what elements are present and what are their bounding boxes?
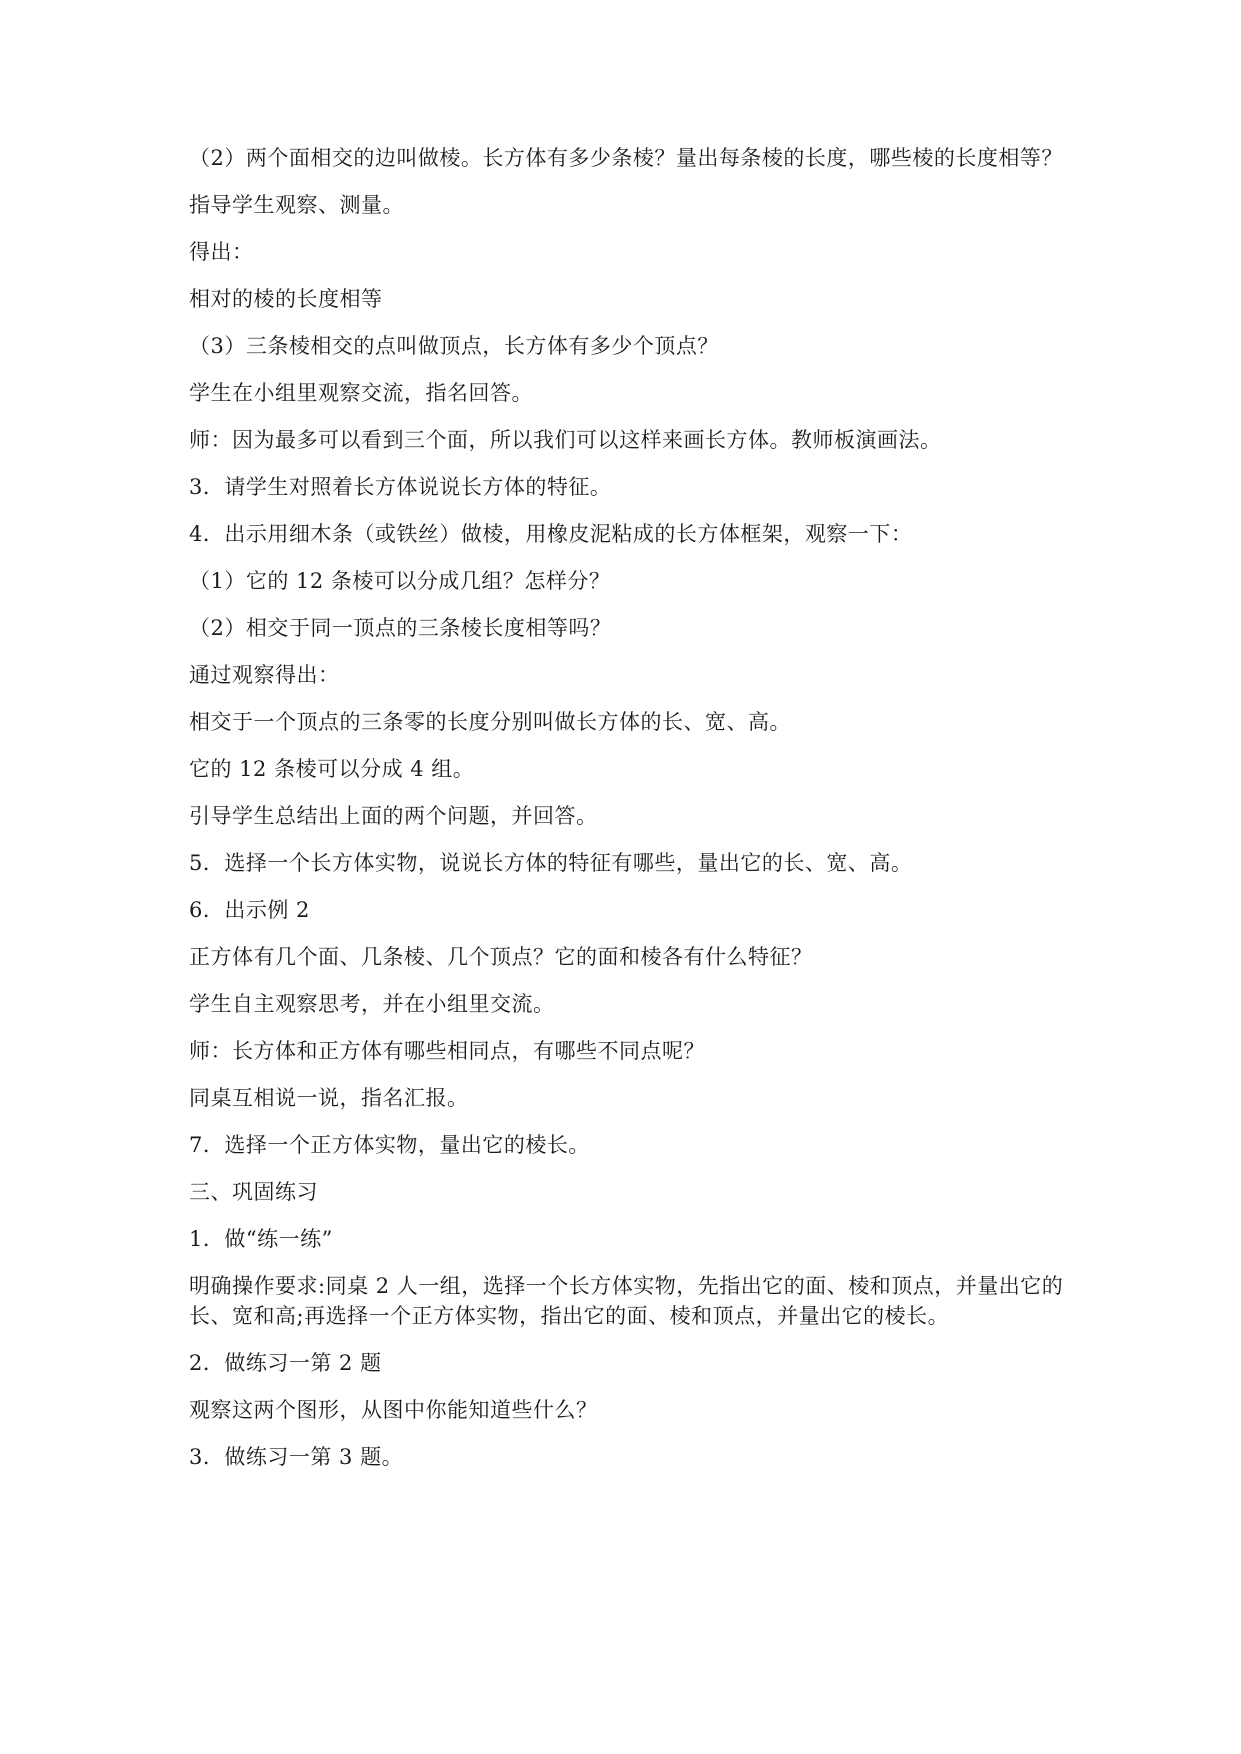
paragraph: 观察这两个图形，从图中你能知道些什么？ (189, 1398, 598, 1422)
paragraph: 3．请学生对照着长方体说说长方体的特征。 (189, 475, 612, 499)
paragraph: 指导学生观察、测量。 (189, 193, 404, 217)
paragraph: （2）相交于同一顶点的三条棱长度相等吗？ (189, 616, 612, 640)
paragraph: 师：长方体和正方体有哪些相同点，有哪些不同点呢？ (189, 1039, 705, 1063)
paragraph: 1．做“练一练” (189, 1227, 333, 1251)
paragraph: （1）它的 12 条棱可以分成几组？怎样分？ (189, 569, 611, 593)
paragraph: （2）两个面相交的边叫做棱。长方体有多少条棱？量出每条棱的长度，哪些棱的长度相等？ (189, 146, 1063, 170)
document-body (189, 143, 1064, 1489)
paragraph: 师：因为最多可以看到三个面，所以我们可以这样来画长方体。教师板演画法。 (189, 428, 942, 452)
paragraph: 7．选择一个正方体实物，量出它的棱长。 (189, 1133, 590, 1157)
paragraph: 学生在小组里观察交流，指名回答。 (189, 381, 533, 405)
paragraph: 通过观察得出： (189, 663, 340, 687)
paragraph: 学生自主观察思考，并在小组里交流。 (189, 992, 555, 1016)
paragraph: 它的 12 条棱可以分成 4 组。 (189, 757, 475, 781)
paragraph: （3）三条棱相交的点叫做顶点，长方体有多少个顶点？ (189, 334, 719, 358)
paragraph: 得出： (189, 240, 254, 264)
paragraph: 2．做练习一第 2 题 (189, 1351, 382, 1375)
section-heading: 三、巩固练习 (189, 1180, 318, 1204)
paragraph: 4．出示用细木条（或铁丝）做棱，用橡皮泥粘成的长方体框架，观察一下： (189, 522, 913, 546)
paragraph: 正方体有几个面、几条棱、几个顶点？它的面和棱各有什么特征？ (189, 945, 813, 969)
paragraph: 相对的棱的长度相等 (189, 287, 383, 311)
paragraph: 同桌互相说一说，指名汇报。 (189, 1086, 469, 1110)
paragraph: 3．做练习一第 3 题。 (189, 1445, 404, 1469)
paragraph: 6．出示例 2 (189, 898, 310, 922)
paragraph: 引导学生总结出上面的两个问题，并回答。 (189, 804, 598, 828)
paragraph: 相交于一个顶点的三条零的长度分别叫做长方体的长、宽、高。 (189, 710, 791, 734)
paragraph: 5．选择一个长方体实物，说说长方体的特征有哪些，量出它的长、宽、高。 (189, 851, 913, 875)
paragraph: 明确操作要求:同桌 2 人一组，选择一个长方体实物，先指出它的面、棱和顶点，并量出它的长、宽和高;再选择一个正方体实物，指出它的面、棱和顶点，并量出它的棱长。 (189, 1274, 1064, 1328)
